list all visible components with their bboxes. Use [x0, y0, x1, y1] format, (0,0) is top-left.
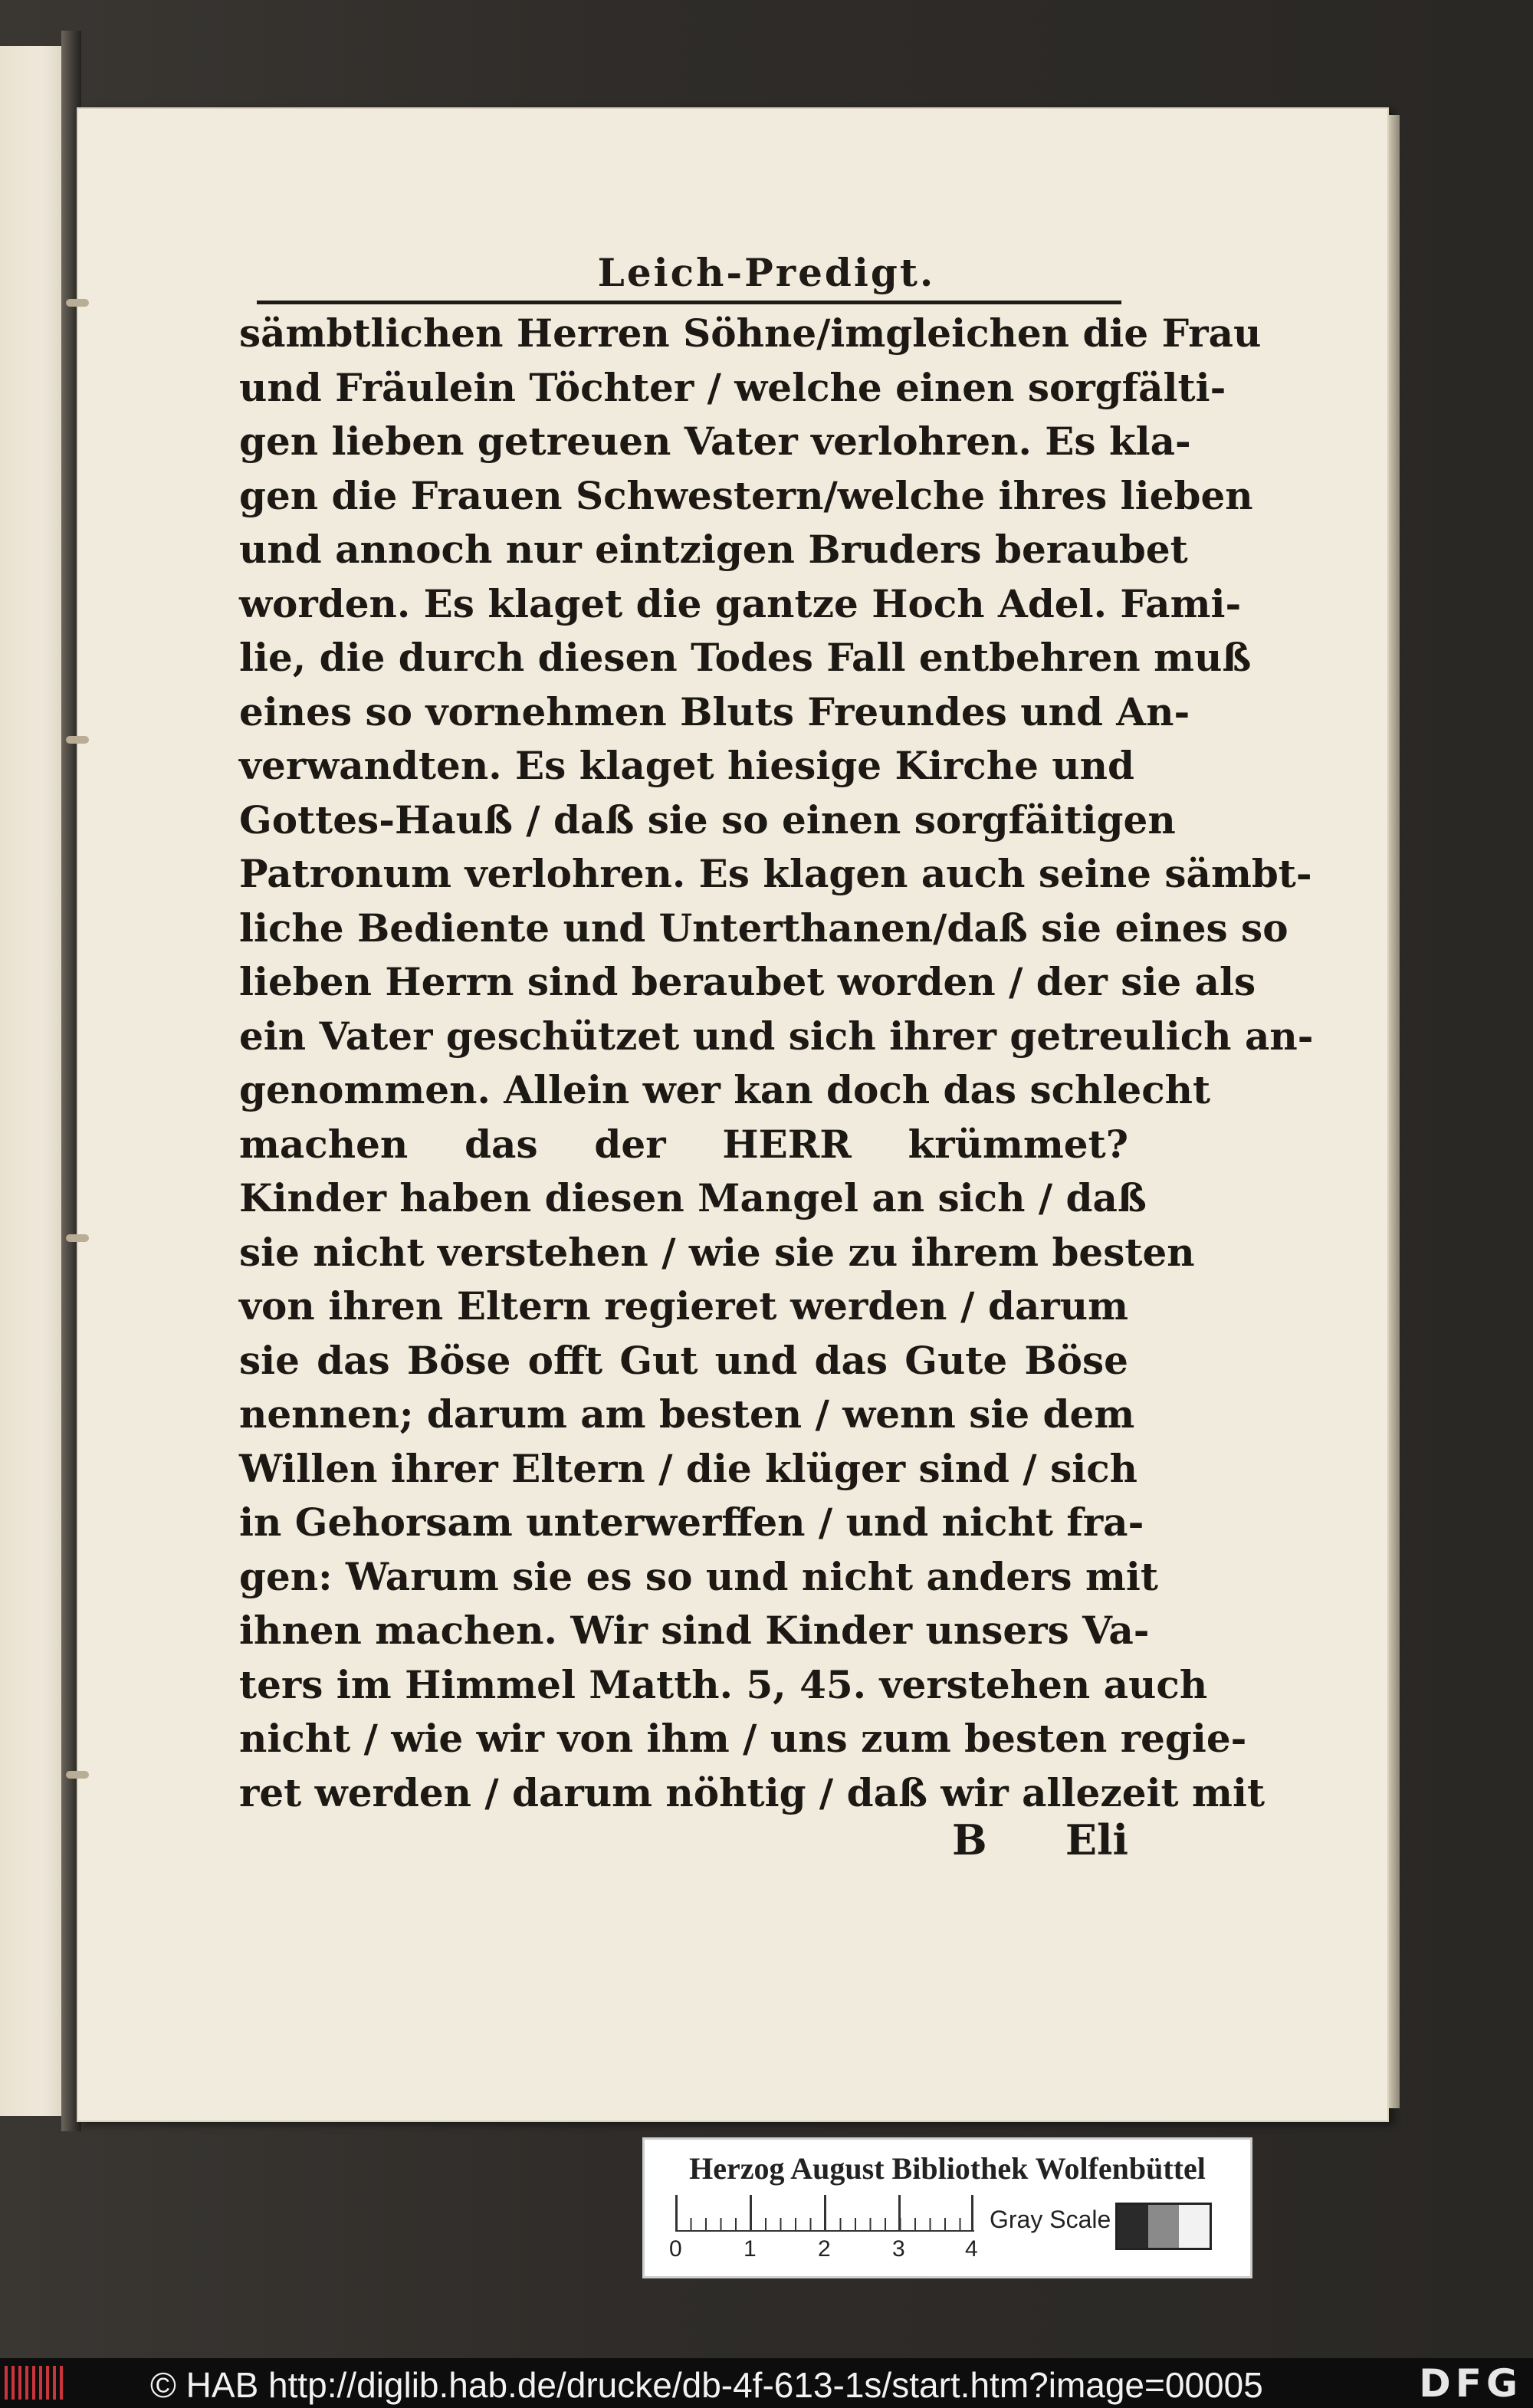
text-line: eines so vornehmen Bluts Freundes und An- — [239, 688, 1190, 734]
source-link[interactable]: © HAB http://diglib.hab.de/drucke/db-4f-613-1s/start.htm?image=00005 — [150, 2365, 1263, 2405]
text-line: ein Vater geschützet und sich ihrer getreulich an- — [239, 1013, 1314, 1059]
gray-scale-label: Gray Scale — [990, 2206, 1111, 2233]
ruler-number: 0 — [669, 2236, 682, 2262]
facing-page-edge — [0, 46, 71, 2116]
text-line: von ihren Eltern regieret werden / darum — [239, 1283, 1128, 1329]
text-line: worden. Es klaget die gantze Hoch Adel. Fami- — [239, 580, 1242, 626]
dfg-logo: DFG — [1419, 2361, 1522, 2406]
text-line: nicht / wie wir von ihm / uns zum besten regie- — [239, 1716, 1247, 1761]
page-fore-edge — [1389, 115, 1400, 2108]
text-line: verwandten. Es klaget hiesige Kirche und — [239, 743, 1134, 788]
text-line: Kinder haben diesen Mangel an sich / daß — [239, 1175, 1147, 1220]
ruler-major-tick — [675, 2195, 678, 2230]
measure-ruler — [675, 2199, 974, 2232]
gray-patch-mid — [1148, 2205, 1179, 2248]
catchword: Eli — [1065, 1815, 1128, 1864]
text-line: in Gehorsam unterwerffen / und nicht fra- — [239, 1500, 1144, 1545]
ruler-major-tick — [971, 2195, 973, 2230]
gray-scale-patches — [1115, 2203, 1212, 2250]
text-line: nennen; darum am besten / wenn sie dem — [239, 1391, 1135, 1437]
binding-thread — [66, 1234, 89, 1242]
ruler-number: 2 — [818, 2236, 831, 2262]
text-line: Patronum verlohren. Es klagen auch seine sämbt- — [239, 851, 1312, 896]
text-line: lieben Herrn sind beraubet worden / der sie als — [239, 959, 1256, 1004]
text-line: gen die Frauen Schwestern/welche ihres lieben — [239, 472, 1253, 518]
running-head: Leich-Predigt. — [597, 250, 936, 295]
ruler-number: 1 — [744, 2236, 757, 2262]
library-name: Herzog August Bibliothek Wolfenbüttel — [689, 2151, 1206, 2186]
ruler-number: 4 — [965, 2236, 978, 2262]
hab-logo-icon — [5, 2366, 63, 2400]
ruler-major-tick — [750, 2195, 752, 2230]
text-line: sämbtlichen Herren Söhne/imgleichen die Frau — [239, 310, 1262, 356]
text-line: ters im Himmel Matth. 5, 45. verstehen auch — [239, 1661, 1208, 1707]
binding-thread — [66, 299, 89, 307]
text-line: lie, die durch diesen Todes Fall entbehren muß — [239, 635, 1252, 680]
running-head-rule — [257, 301, 1121, 304]
text-line: liche Bediente und Unterthanen/daß sie eines so — [239, 905, 1288, 951]
signature-mark: B — [952, 1815, 987, 1864]
binding-thread — [66, 736, 89, 744]
gray-patch-dark — [1118, 2205, 1148, 2248]
binding-thread — [66, 1771, 89, 1779]
text-line: gen lieben getreuen Vater verlohren. Es kla- — [239, 419, 1191, 464]
text-line: ret werden / darum nöhtig / daß wir allezeit mit — [239, 1769, 1265, 1815]
gray-patch-light — [1179, 2205, 1210, 2248]
ruler-major-tick — [824, 2195, 826, 2230]
text-line: genommen. Allein wer kan doch das schlecht — [239, 1067, 1211, 1112]
ruler-number: 3 — [892, 2236, 905, 2262]
text-line: sie nicht verstehen / wie sie zu ihrem besten — [239, 1229, 1195, 1275]
text-line: gen: Warum sie es so und nicht anders mit — [239, 1553, 1158, 1599]
text-line: und annoch nur eintzigen Bruders beraubet — [239, 527, 1188, 572]
text-line: machen das der HERR krümmet? — [239, 1121, 1128, 1167]
text-line: sie das Böse offt Gut und das Gute Böse — [239, 1337, 1128, 1383]
text-line: Gottes-Hauß / daß sie so einen sorgfäitigen — [239, 797, 1176, 843]
color-scale-card — [642, 2137, 1252, 2278]
body-text — [239, 307, 1314, 1820]
page-footer — [239, 1815, 1128, 1869]
text-line: Willen ihrer Eltern / die klüger sind / sich — [239, 1445, 1138, 1491]
text-line: ihnen machen. Wir sind Kinder unsers Va- — [239, 1608, 1150, 1653]
text-line: und Fräulein Töchter / welche einen sorgfälti- — [239, 364, 1226, 410]
viewer-footer-bar — [0, 2358, 1533, 2408]
ruler-major-tick — [898, 2195, 901, 2230]
